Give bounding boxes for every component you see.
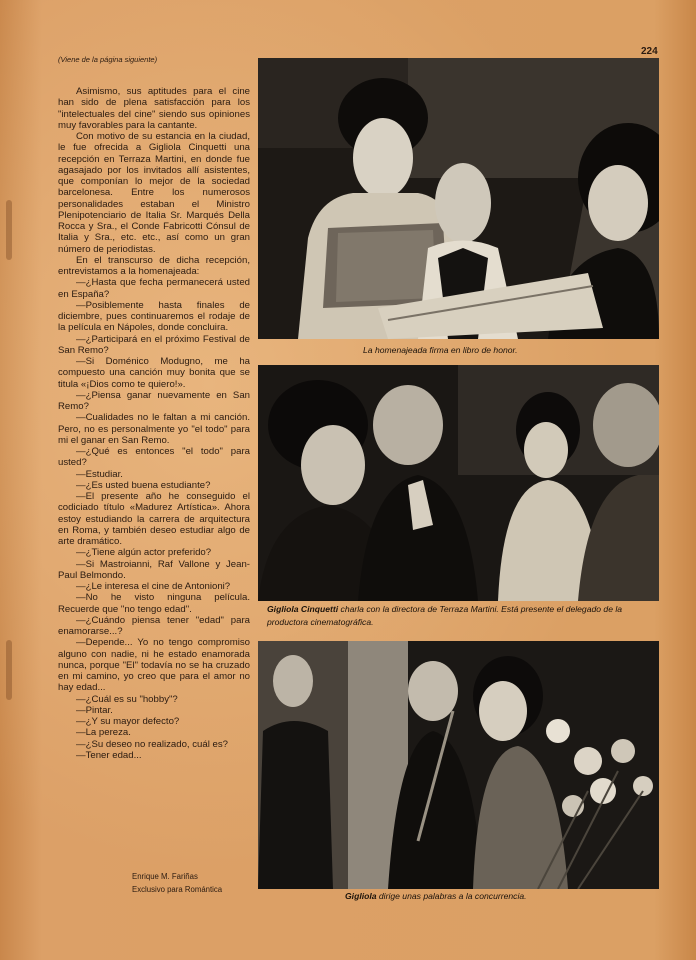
paragraph: —¿Le interesa el cine de Antonioni? [76,581,231,592]
paragraph: —¿Piensa ganar nuevamente en San Remo? [58,389,250,412]
page-number: 224 [641,46,658,57]
paragraph: —¿Su deseo no realizado, cuál es? [76,738,228,750]
paragraph: —¿Cuál es su "hobby"? [76,693,178,705]
caption-bold-name: Gigliola Cinquetti [267,604,339,614]
paragraph: —¿Y su mayor defecto? [76,716,180,727]
continued-note: (Viene de la página siguiente) [58,55,158,64]
photo-speech [258,641,659,889]
paragraph: Con motivo de su estancia en la ciudad, le fue ofrecida a Gigliola Cinquetti una recepción en Terraza Martini, en donde fue agasajado por los invitados allí asistentes, que componían lo mejor de la sociedad barcelonesa. Entre los numerosos personalidades estaban el Ministro Plenipotenciario de Italia Sr. Marqués Della Rocca y Sra., el Conde Fabricotti Cónsul de Italia y Sra., etc. etc., así como un gran número de periodistas. [58,131,250,255]
paragraph: —Si Mastroianni, Raf Vallone y Jean-Paul Belmondo. [58,558,250,581]
caption-text: charla con la directora de Terraza Martini. Está presente el delegado de la productora cinematográfica. [267,604,623,627]
paragraph: —No he visto ninguna película. Recuerde que "no tengo edad". [58,592,250,615]
byline-credit: Exclusivo para Romántica [132,884,223,894]
byline [132,871,222,896]
paragraph: —Tener edad... [76,749,142,761]
caption-text: dirige unas palabras a la concurrencia. [376,891,527,901]
article-text [58,86,250,761]
photo-caption-3 [345,890,527,903]
paragraph: En el transcurso de dicha recepción, entrevistamos a la homenajeada: [58,254,250,277]
binding-hole [6,200,12,260]
photo-conversation [258,365,659,601]
paragraph: —¿Hasta que fecha permanecerá usted en España? [58,277,250,300]
paragraph: —¿Es usted buena estudiante? [76,479,211,491]
paragraph: Asimismo, sus aptitudes para el cine han sido de plena satisfacción para los "intelectuales del cine" siendo sus opiniones muy favorables para la cantante. [58,86,250,131]
paragraph: —Cualidades no le faltan a mi canción. Pero, no es personalmente yo "el todo" para mi el ganar en San Remo. [58,412,250,446]
paragraph: —Estudiar. [76,468,123,480]
paragraph: —El presente año he conseguido el codiciado título «Madurez Artística». Ahora estoy estudiando la carrera de arquitectura en Roma, y también deseo estudiar algo de arte dramático. [58,491,250,547]
paragraph: —Pintar. [76,704,113,716]
paragraph: —La pereza. [76,727,131,739]
byline-author: Enrique M. Fariñas [132,872,198,881]
caption-bold-name: Gigliola [345,891,377,901]
binding-hole [6,640,12,700]
photo-caption-2 [267,603,662,628]
paragraph: —Posiblemente hasta finales de diciembre, pues continuaremos el rodaje de la película en Nápoles, donde concluira. [58,299,250,334]
paragraph: —¿Cuándo piensa tener "edad" para enamorarse...? [58,614,250,637]
paragraph: —¿Participará en el próximo Festival de San Remo? [58,333,250,356]
paragraph: —Depende... Yo no tengo compromiso alguno con nadie, ni he estado enamorada nunca, porque "El" todavía no se ha cruzado en mi camino, yo creo que para el amor no hay edad... [58,637,250,694]
paragraph: —¿Tiene algún actor preferido? [76,547,212,559]
photo-caption-1: La homenajeada firma en libro de honor. [363,345,518,355]
paragraph: —¿Qué es entonces "el todo" para usted? [58,446,250,469]
photo-signing-honor-book [258,58,659,339]
paragraph: —Si Doménico Modugno, me ha compuesto una canción muy bonita que se titula «¡Dios como te quiero!». [58,356,250,390]
